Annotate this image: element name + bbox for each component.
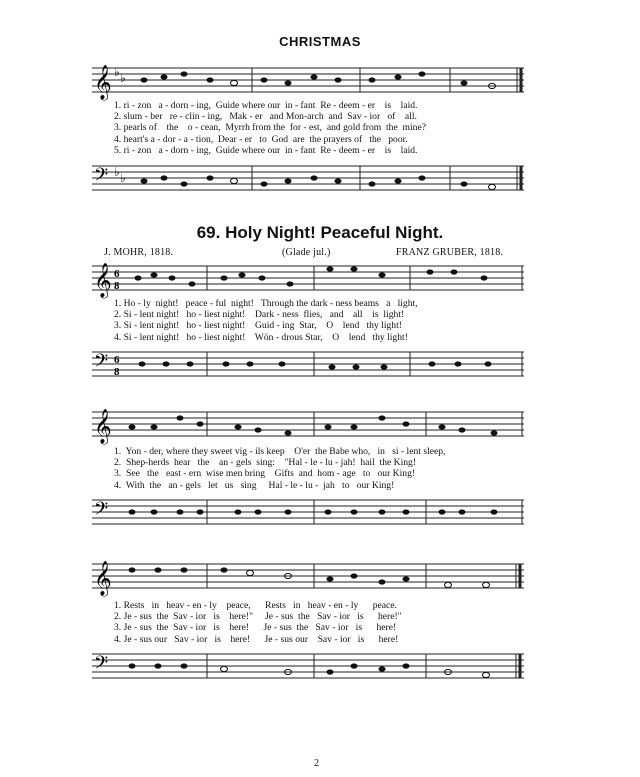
lyrics-block: [114, 446, 526, 491]
lyric-line: 1. ri - zon a - dorn - ing, Guide where our in - fant Re - deem - er is laid.: [114, 100, 418, 111]
lyric-line: 2. slum - ber re - clin - ing, Mak - er and Mon-arch and Sav - ior of all.: [114, 111, 417, 123]
treble-staff: [92, 404, 524, 444]
page-number: 2: [314, 758, 319, 769]
svg-text:6: 6: [114, 268, 120, 280]
lyric-line: 2. Shep-herds hear the an - gels sing: "Hal - le - lu - jah! hail the King!: [114, 457, 417, 469]
lyricist-credit: J. MOHR, 1818.: [104, 247, 174, 258]
composer-credit: FRANZ GRUBER, 1818.: [396, 247, 504, 258]
lyric-line: 2. Si - lent night! ho - liest night! Dark - ness flies, and all is light!: [114, 309, 405, 321]
lyrics-block: [114, 100, 526, 156]
treble-staff: [92, 260, 524, 300]
svg-text:♭: ♭: [114, 65, 120, 79]
lyrics-block: [114, 298, 526, 343]
lyrics-block: [114, 600, 526, 645]
svg-text:𝄢: 𝄢: [94, 499, 109, 524]
lyric-line: 4. Si - lent night! ho - liest night! Wön - drous Star, O lend thy light!: [114, 331, 408, 343]
lyric-line: 3. Je - sus the Sav - ior is here! Je - sus the Sav - ior is here!: [114, 622, 397, 634]
svg-text:𝄞: 𝄞: [94, 409, 112, 444]
lyric-line: 3. Si - lent night! ho - liest night! Guid - ing Star, O lend thy light!: [114, 320, 402, 332]
svg-text:𝄢: 𝄢: [94, 351, 109, 376]
page-header: CHRISTMAS: [279, 34, 361, 49]
svg-text:6: 6: [114, 354, 120, 366]
bass-staff: [92, 648, 524, 688]
lyric-line: 2. Je - sus the Sav - ior is here!" Je - sus the Sav - ior is here!": [114, 611, 402, 623]
svg-text:8: 8: [114, 280, 120, 292]
lyric-line: 4. With the an - gels let us sing Hal - le - lu - jah to our King!: [114, 479, 395, 491]
svg-text:𝄞: 𝄞: [94, 561, 112, 596]
hymn-title: 69. Holy Night! Peaceful Night.: [196, 223, 444, 242]
lyric-line: 4. heart's a - dor - a - tion, Dear - er to God are the prayers of the poor.: [114, 133, 408, 145]
svg-text:♭: ♭: [120, 171, 126, 185]
lyric-line: 5. ri - zon a - dorn - ing, Guide where our in - fant Re - deem - er is laid.: [114, 144, 418, 156]
treble-staff: [92, 556, 524, 596]
lyric-line: 1. Rests in heav - en - ly peace, Rests in heav - en - ly peace.: [114, 600, 397, 611]
lyric-line: 3. pearls of the o - cean, Myrrh from the for - est, and gold from the mine?: [114, 122, 426, 134]
bass-staff: [92, 346, 524, 386]
tune-name: (Glade jul.): [282, 247, 331, 258]
svg-text:𝄞: 𝄞: [94, 65, 112, 100]
treble-staff: [92, 64, 524, 104]
svg-text:𝄢: 𝄢: [94, 165, 109, 190]
svg-text:♭: ♭: [120, 71, 126, 85]
lyric-line: 1. Ho - ly night! peace - ful night! Through the dark - ness beams a light,: [114, 298, 418, 309]
lyric-line: 3. See the east - ern wise men bring Gifts and hom - age to our King!: [114, 468, 416, 480]
svg-text:𝄢: 𝄢: [94, 653, 109, 678]
bass-staff: [92, 494, 524, 534]
svg-text:8: 8: [114, 366, 120, 378]
lyric-line: 4. Je - sus our Sav - ior is here! Je - sus our Sav - ior is here!: [114, 633, 399, 645]
svg-text:𝄞: 𝄞: [94, 263, 112, 298]
svg-text:♭: ♭: [114, 165, 120, 179]
lyric-line: 1. Yon - der, where they sweet vig - ils keep O'er the Babe who, in si - lent sleep,: [114, 446, 446, 457]
bass-staff: [92, 160, 524, 200]
